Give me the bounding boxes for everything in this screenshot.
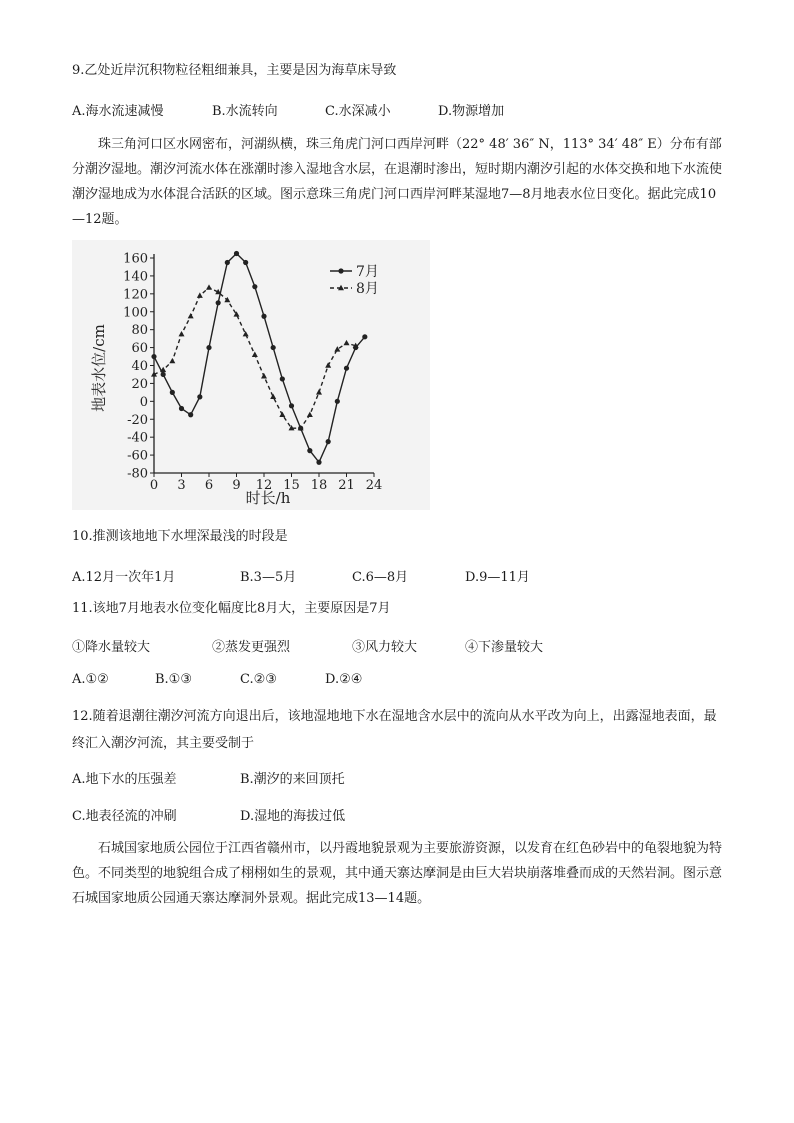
data-point-8 bbox=[279, 412, 285, 417]
data-point-7 bbox=[362, 334, 367, 339]
y-tick-label: 60 bbox=[131, 341, 148, 357]
q10-option-d: D.9—11月 bbox=[465, 570, 530, 585]
y-tick-label: 20 bbox=[131, 376, 148, 392]
x-tick-label: 9 bbox=[232, 478, 241, 493]
x-tick-label: 21 bbox=[338, 478, 355, 493]
y-tick-labels bbox=[123, 252, 154, 482]
q10-stem: 10.推测该地地下水埋深最浅的时段是 bbox=[72, 529, 288, 544]
q12-option-c: C.地表径流的冲刷 bbox=[72, 809, 177, 824]
y-tick-label: 80 bbox=[131, 323, 148, 339]
data-point-7 bbox=[151, 354, 156, 359]
q10-option-a: A.12月一次年1月 bbox=[72, 570, 176, 585]
data-point-8 bbox=[344, 340, 350, 345]
data-point-8 bbox=[316, 389, 322, 394]
q9-option-b: B.水流转向 bbox=[212, 104, 278, 119]
data-point-7 bbox=[280, 376, 285, 381]
x-tick-label: 12 bbox=[255, 478, 273, 493]
data-point-8 bbox=[197, 292, 203, 297]
q12-option-d: D.湿地的海拔过低 bbox=[240, 809, 346, 824]
data-point-8 bbox=[206, 284, 212, 289]
data-point-7 bbox=[206, 345, 211, 350]
data-point-8 bbox=[179, 331, 185, 336]
y-tick-label: 140 bbox=[123, 269, 148, 285]
data-point-8 bbox=[270, 394, 276, 399]
data-point-8 bbox=[334, 346, 340, 351]
x-tick-label: 24 bbox=[365, 478, 383, 493]
q11-option-d: D.②④ bbox=[325, 672, 363, 687]
y-tick-label: -40 bbox=[127, 430, 148, 446]
q11-option-c: C.②③ bbox=[240, 672, 277, 687]
data-point-7 bbox=[252, 284, 257, 289]
q11-option-b: B.①③ bbox=[155, 672, 192, 687]
q10-option-c: C.6—8月 bbox=[352, 570, 409, 585]
x-tick-label: 15 bbox=[283, 478, 300, 493]
q11-item-4: ④下渗量较大 bbox=[465, 640, 544, 655]
data-point-7 bbox=[316, 460, 321, 465]
data-point-7 bbox=[326, 439, 331, 444]
data-point-7 bbox=[289, 403, 294, 408]
q11-item-1: ①降水量较大 bbox=[72, 640, 151, 655]
passage-wetland: 珠三角河口区水网密布，河湖纵横，珠三角虎门河口西岸河畔（22° 48′ 36″ N，113° 34′ 48″ E）分布有部分潮汐湿地。潮汐河流水体在涨潮时渗入湿地含水层，在退潮时渗出，短时期内潮汐引起的水体交换和地下水流使潮汐湿地成为水体混合活跃的区域。图示意珠三角虎门河口西岸河畔某湿地7—8月地表水位日变化。据此完成10—12题。 bbox=[72, 137, 723, 227]
x-tick-label: 3 bbox=[177, 478, 186, 493]
y-tick-label: -80 bbox=[127, 466, 148, 482]
data-point-8 bbox=[243, 331, 249, 336]
data-point-7 bbox=[271, 345, 276, 350]
series-line-2 bbox=[154, 288, 356, 429]
legend-marker bbox=[338, 268, 343, 273]
q12-stem: 12.随着退潮往潮汐河流方向退出后，该地湿地地下水在湿地含水层中的流向从水平改为向上，出露湿地表面，最终汇入潮汐河流，其主要受制于 bbox=[72, 709, 717, 751]
data-point-7 bbox=[188, 412, 193, 417]
q10-option-b: B.3—5月 bbox=[240, 570, 297, 585]
y-axis-label: 地表水位/cm bbox=[90, 324, 108, 412]
x-tick-label: 6 bbox=[204, 478, 214, 493]
data-point-7 bbox=[170, 390, 175, 395]
x-tick-label: 0 bbox=[149, 478, 159, 493]
q9-option-c: C.水深减小 bbox=[325, 104, 391, 119]
data-point-7 bbox=[234, 251, 239, 256]
x-axis-label: 时长/h bbox=[245, 489, 291, 507]
data-point-8 bbox=[307, 412, 313, 417]
data-point-8 bbox=[252, 352, 258, 357]
data-point-7 bbox=[307, 448, 312, 453]
q9-option-a: A.海水流速减慢 bbox=[72, 104, 164, 119]
data-point-7 bbox=[216, 300, 221, 305]
q11-stem: 11.该地7月地表水位变化幅度比8月大，主要原因是7月 bbox=[72, 601, 391, 616]
data-point-7 bbox=[197, 394, 202, 399]
data-point-7 bbox=[179, 406, 184, 411]
legend-label: 7月 bbox=[356, 264, 379, 280]
legend-label: 8月 bbox=[356, 281, 379, 297]
x-tick-label: 18 bbox=[310, 478, 328, 493]
y-tick-label: -60 bbox=[127, 448, 148, 464]
q11-item-2: ②蒸发更强烈 bbox=[212, 640, 291, 655]
q9-stem: 9.乙处近岸沉积物粒径粗细兼具，主要是因为海草床导致 bbox=[72, 63, 397, 78]
data-point-7 bbox=[261, 314, 266, 319]
data-point-8 bbox=[261, 373, 267, 378]
chart-svg bbox=[72, 240, 430, 510]
chart-series bbox=[151, 251, 367, 465]
y-tick-label: -20 bbox=[127, 412, 148, 428]
y-tick-label: 100 bbox=[123, 305, 148, 321]
q11-item-3: ③风力较大 bbox=[352, 640, 418, 655]
y-tick-label: 40 bbox=[131, 359, 148, 374]
data-point-7 bbox=[344, 366, 349, 371]
data-point-8 bbox=[169, 358, 175, 363]
q12-option-a: A.地下水的压强差 bbox=[72, 772, 177, 787]
chart-legend bbox=[330, 264, 379, 297]
data-point-8 bbox=[224, 297, 230, 302]
data-point-7 bbox=[335, 399, 340, 404]
q11-option-a: A.①② bbox=[72, 672, 109, 687]
data-point-7 bbox=[243, 260, 248, 265]
data-point-7 bbox=[225, 260, 230, 265]
data-point-8 bbox=[188, 313, 194, 318]
data-point-7 bbox=[161, 372, 166, 377]
q9-option-d: D.物源增加 bbox=[438, 104, 505, 119]
y-tick-label: 0 bbox=[139, 394, 148, 410]
y-tick-label: 120 bbox=[123, 287, 148, 303]
water-level-chart bbox=[72, 240, 430, 510]
passage-shicheng: 石城国家地质公园位于江西省赣州市，以丹霞地貌景观为主要旅游资源，以发育在红色砂岩中的龟裂地貌为特色。不同类型的地貌组合成了栩栩如生的景观，其中通天寨达摩洞是由巨大岩块崩落堆叠而成的天然岩洞。图示意石城国家地质公园通天寨达摩洞外景观。据此完成13—14题。 bbox=[72, 841, 723, 906]
q12-option-b: B.潮汐的来回顶托 bbox=[240, 772, 345, 787]
y-tick-label: 160 bbox=[123, 251, 148, 267]
